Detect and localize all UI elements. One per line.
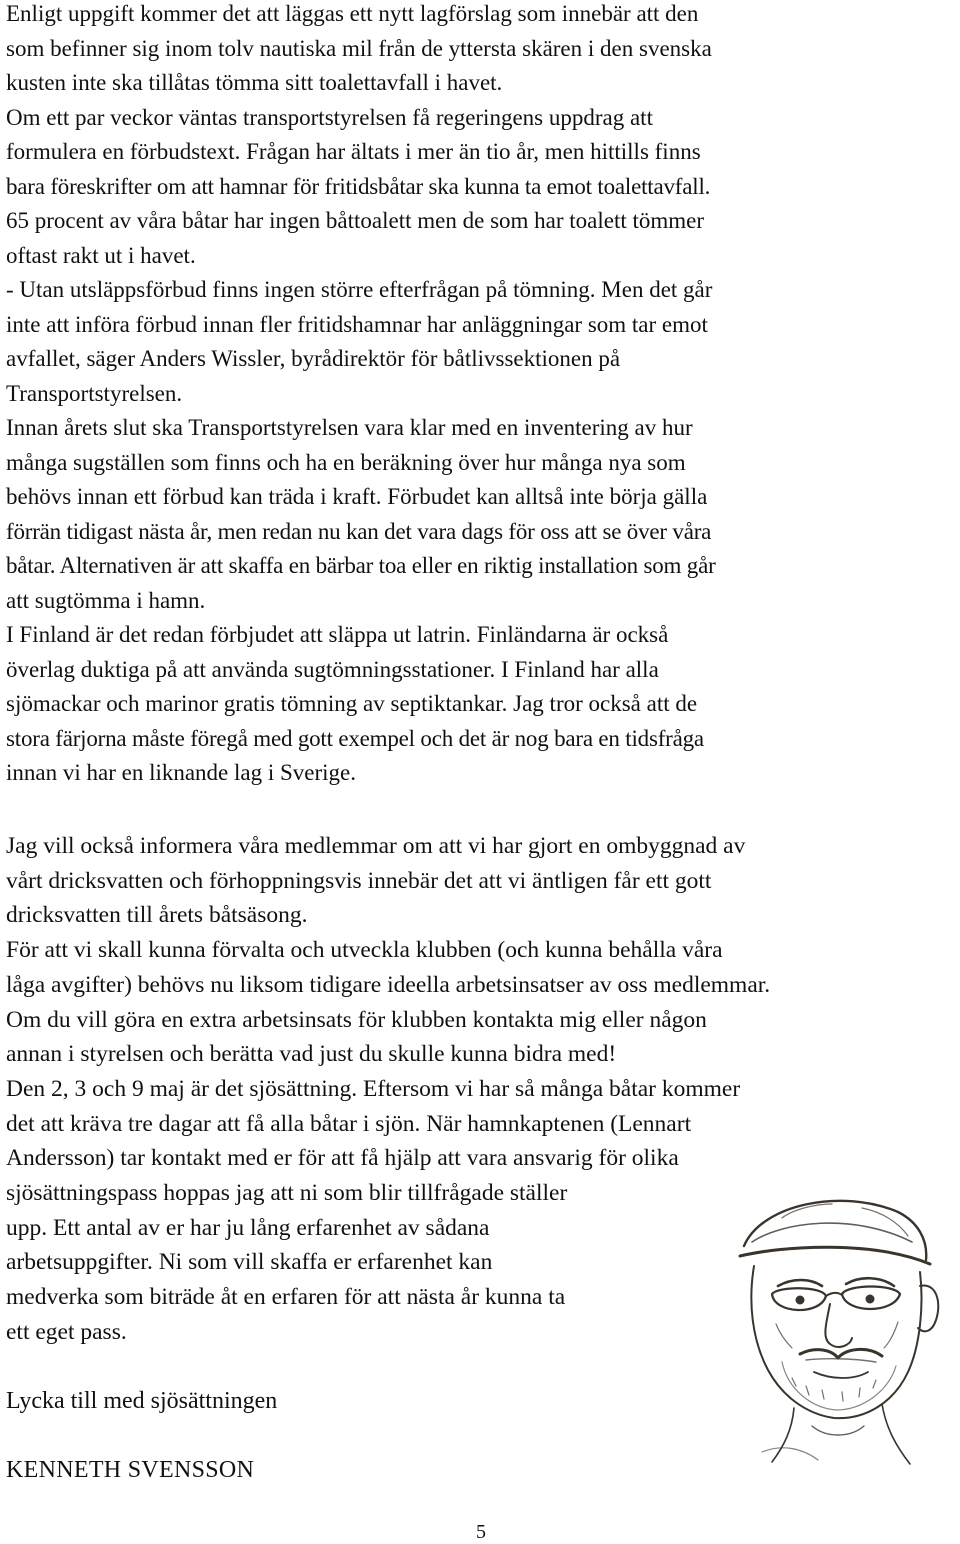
text-line: upp. Ett antal av er har ju lång erfarenhet av sådana (6, 1214, 490, 1241)
text-line: Enligt uppgift kommer det att läggas ett nytt lagförslag som innebär att den (6, 1, 699, 26)
text-line: - Utan utsläppsförbud finns ingen större efterfrågan på tömning. Men det går (6, 277, 713, 302)
text-line: Jag vill också informera våra medlemmar om att vi har gjort en ombyggnad av (6, 833, 746, 859)
text-line: annan i styrelsen och berätta vad just du skulle kunna bidra med! (6, 1041, 617, 1068)
page-number: 5 (476, 1521, 486, 1543)
text-line: låga avgifter) behövs nu liksom tidigare ideella arbetsinsatser av oss medlemmar. (6, 971, 771, 998)
article-part-2 (6, 829, 770, 1350)
text-line: arbetsuppgifter. Ni som vill skaffa er erfarenhet kan (6, 1249, 493, 1276)
text-line: ett eget pass. (6, 1318, 127, 1345)
text-line: innan vi har en liknande lag i Sverige. (6, 760, 357, 785)
text-line: bara föreskrifter om att hamnar för fritidsbåtar ska kunna ta emot toalettavfall. (6, 173, 711, 199)
author-signature: KENNETH SVENSSON (6, 1457, 255, 1483)
text-line: dricksvatten till årets båtsäsong. (6, 902, 308, 929)
text-line: förrän tidigast nästa år, men redan nu kan det vara dags för oss att se över våra (6, 518, 712, 544)
text-line: inte att införa förbud innan fler fritidshamnar har anläggningar som tar emot (6, 311, 708, 337)
text-line: vårt dricksvatten och förhoppningsvis innebär det att vi äntligen får ett gott (6, 867, 712, 894)
author-portrait-sketch (722, 1182, 954, 1466)
text-line: överlag duktiga på att använda sugtömningsstationer. I Finland har alla (6, 656, 659, 682)
text-line: sjömackar och marinor gratis tömning av septiktankar. Jag tror också att de (6, 691, 698, 716)
text-line: sjösättningspass hoppas jag att ni som blir tillfrågade ställer (6, 1180, 568, 1207)
text-line: det att kräva tre dagar att få alla båtar i sjön. När hamnkaptenen (Lennart (6, 1110, 692, 1137)
text-line: formulera en förbudstext. Frågan har ältats i mer än tio år, men hittills finns (6, 139, 701, 164)
text-line: behövs innan ett förbud kan träda i kraft. Förbudet kan alltså inte börja gälla (6, 484, 708, 509)
text-line: båtar. Alternativen är att skaffa en bärbar toa eller en riktig installation som går (6, 553, 716, 578)
text-line: många sugställen som finns och ha en beräkning över hur många nya som (6, 449, 686, 475)
text-line: kusten inte ska tillåtas tömma sitt toalettavfall i havet. (6, 70, 503, 95)
text-line: Innan årets slut ska Transportstyrelsen vara klar med en inventering av hur (6, 415, 693, 440)
text-line: avfallet, säger Anders Wissler, byrådirektör för båtlivssektionen på (6, 346, 621, 371)
text-line: oftast rakt ut i havet. (6, 242, 196, 268)
text-line: Om ett par veckor väntas transportstyrelsen få regeringens uppdrag att (6, 104, 653, 130)
text-line: som befinner sig inom tolv nautiska mil från de yttersta skären i den svenska (6, 35, 712, 61)
text-line: Transportstyrelsen. (6, 380, 183, 406)
text-line: I Finland är det redan förbjudet att släppa ut latrin. Finländarna är också (6, 622, 669, 647)
text-line: För att vi skall kunna förvalta och utveckla klubben (och kunna behålla våra (6, 937, 723, 964)
text-line: att sugtömma i hamn. (6, 587, 206, 613)
text-line: 65 procent av våra båtar har ingen båttoalett men de som har toalett tömmer (6, 208, 705, 233)
article-part-1 (6, 0, 716, 791)
text-line: medverka som biträde åt en erfaren för att nästa år kunna ta (6, 1284, 566, 1311)
text-line: Andersson) tar kontakt med er för att få hjälp att vara ansvarig för olika (6, 1145, 679, 1172)
text-line: Den 2, 3 och 9 maj är det sjösättning. Eftersom vi har så många båtar kommer (6, 1075, 741, 1102)
closing-greeting: Lycka till med sjösättningen (6, 1388, 278, 1414)
text-line: stora färjorna måste föregå med gott exempel och det är nog bara en tidsfråga (6, 725, 704, 751)
text-line: Om du vill göra en extra arbetsinsats för klubben kontakta mig eller någon (6, 1006, 707, 1033)
